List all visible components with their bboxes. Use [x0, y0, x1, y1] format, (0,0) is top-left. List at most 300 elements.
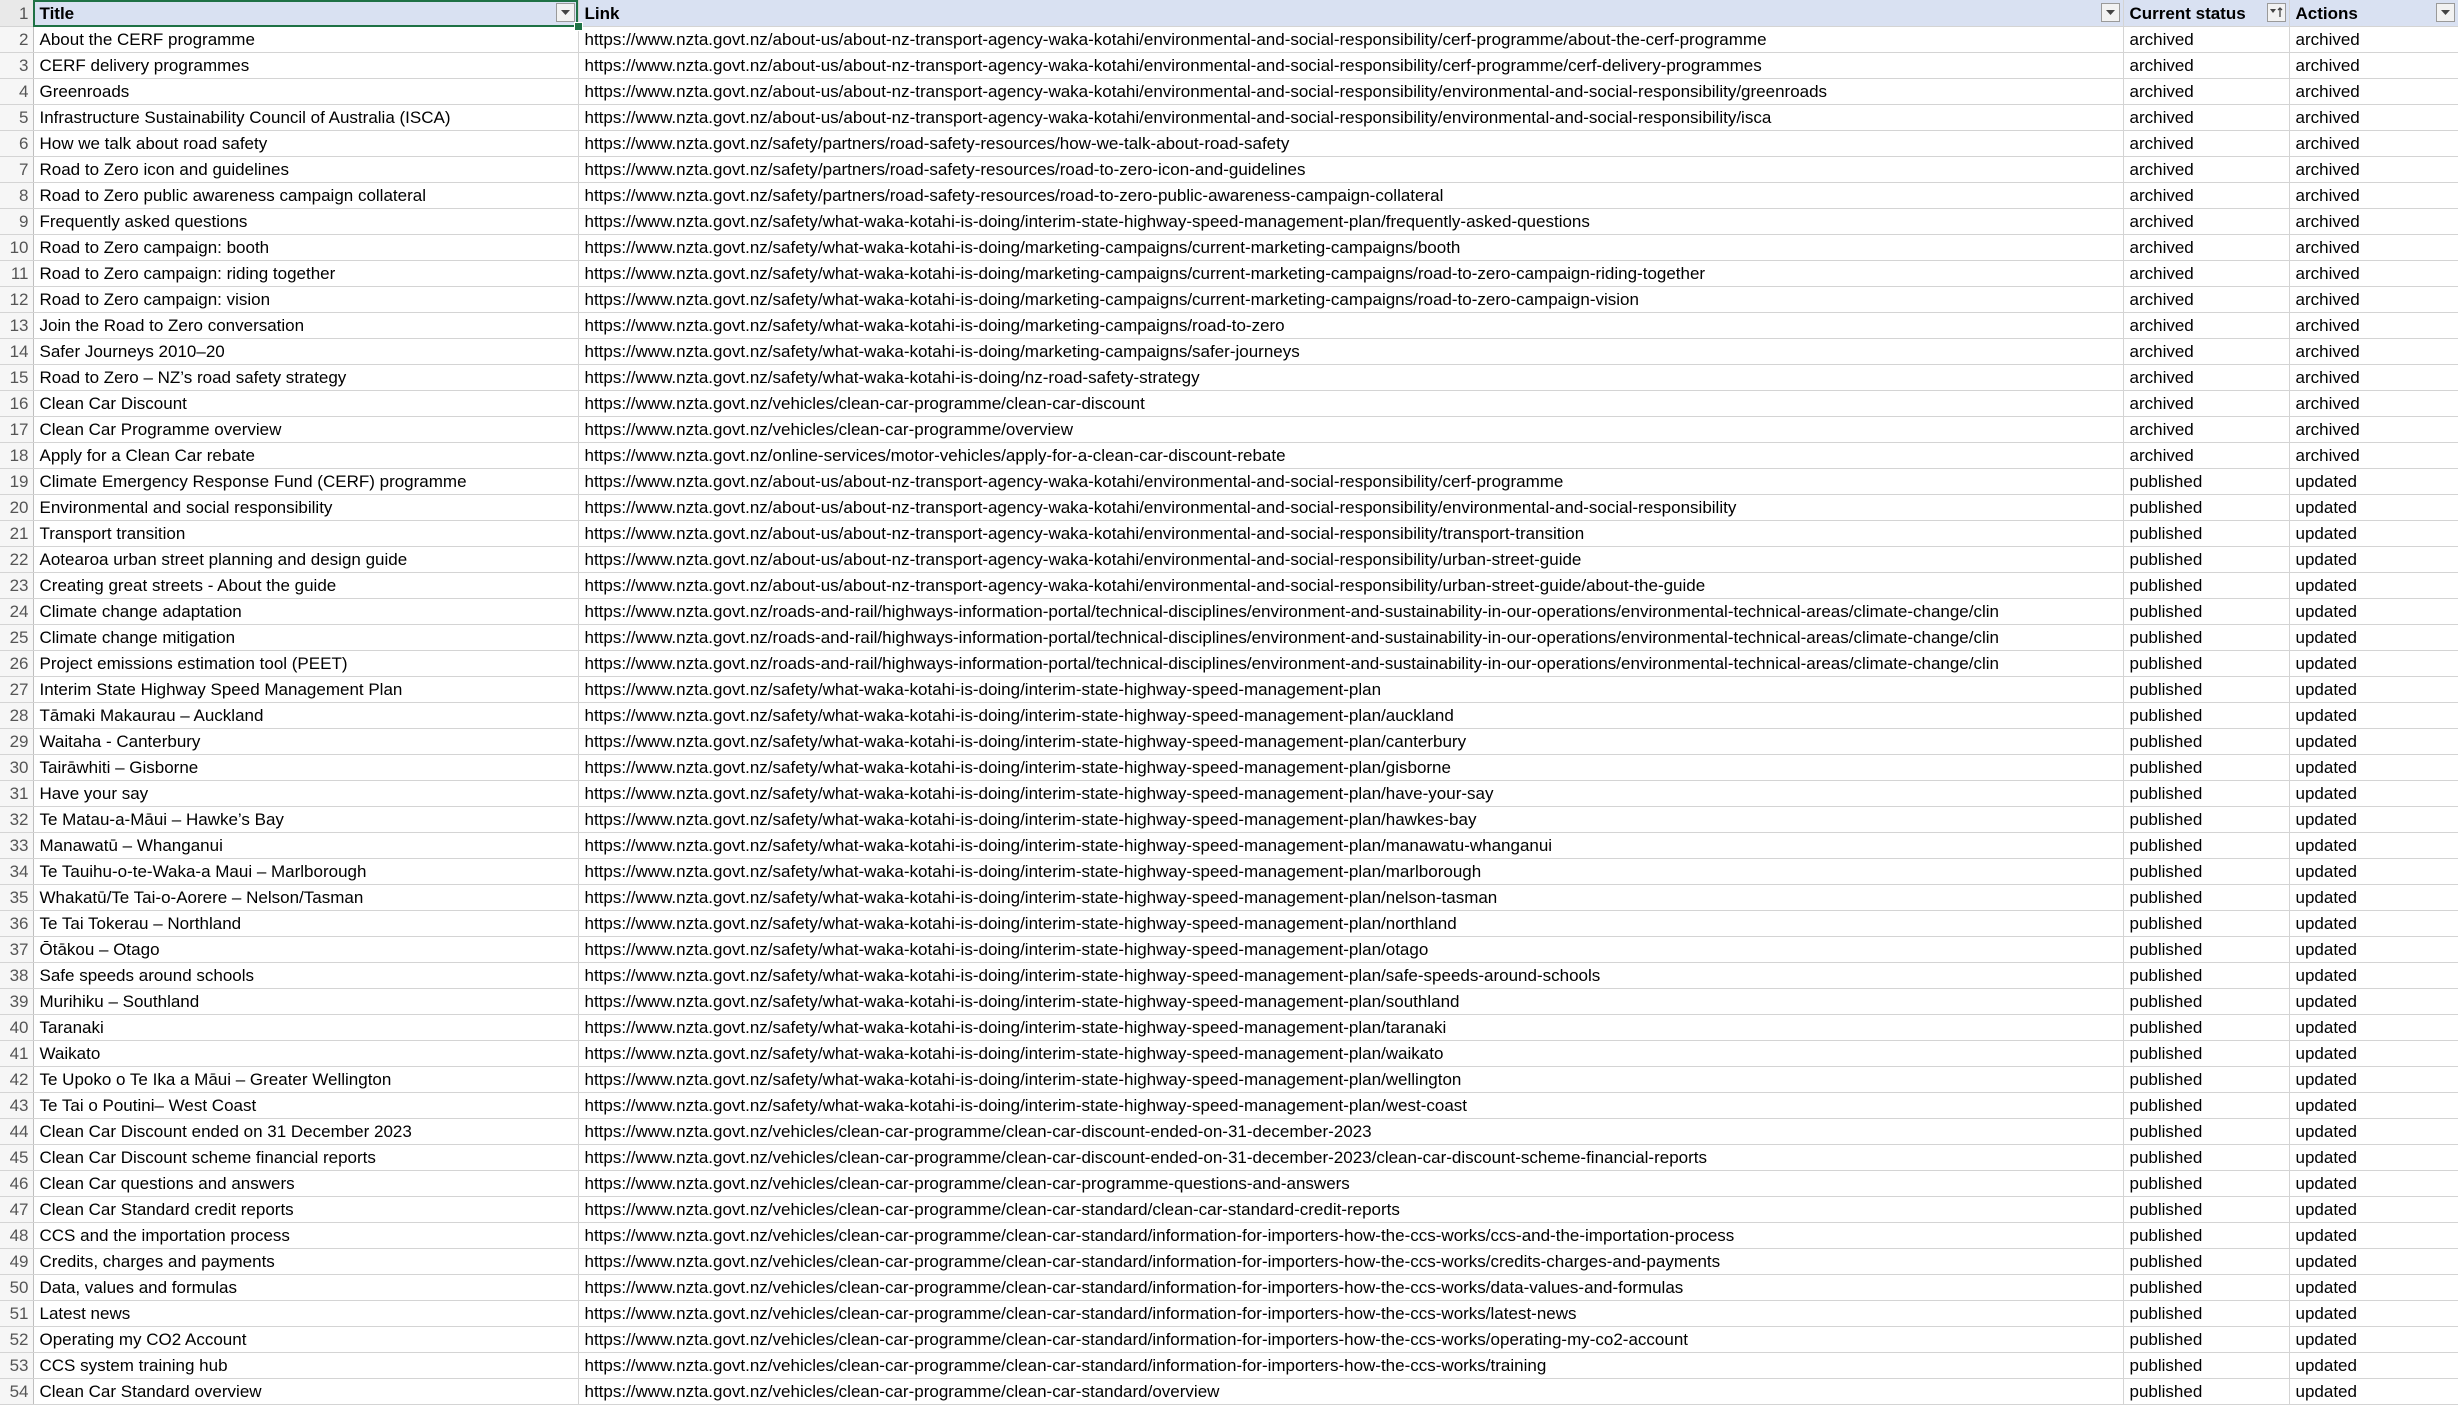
cell-status[interactable]: published — [2123, 1171, 2289, 1197]
row-number[interactable]: 45 — [0, 1145, 33, 1171]
cell-title[interactable]: Safer Journeys 2010–20 — [33, 339, 578, 365]
cell-title[interactable]: Te Tai o Poutini– West Coast — [33, 1093, 578, 1119]
row-number[interactable]: 26 — [0, 651, 33, 677]
cell-link[interactable]: https://www.nzta.govt.nz/vehicles/clean-car-programme/clean-car-programme-questions-and-answers — [578, 1171, 2123, 1197]
cell-title[interactable]: Road to Zero campaign: booth — [33, 235, 578, 261]
row-number[interactable]: 7 — [0, 157, 33, 183]
cell-link[interactable]: https://www.nzta.govt.nz/safety/what-waka-kotahi-is-doing/marketing-campaigns/current-marketing-campaigns/booth — [578, 235, 2123, 261]
table-row — [0, 1093, 2458, 1119]
cell-status[interactable]: archived — [2123, 391, 2289, 417]
cell-status[interactable]: published — [2123, 833, 2289, 859]
cell-title[interactable]: Manawatū – Whanganui — [33, 833, 578, 859]
cell-action[interactable]: updated — [2289, 521, 2458, 547]
cell-title[interactable]: Safe speeds around schools — [33, 963, 578, 989]
cell-action[interactable]: updated — [2289, 911, 2458, 937]
cell-status[interactable]: published — [2123, 1119, 2289, 1145]
cell-title[interactable]: CCS system training hub — [33, 1353, 578, 1379]
cell-link[interactable]: https://www.nzta.govt.nz/safety/what-waka-kotahi-is-doing/interim-state-highway-speed-management-plan/waikato — [578, 1041, 2123, 1067]
cell-title[interactable]: Environmental and social responsibility — [33, 495, 578, 521]
cell-link[interactable]: https://www.nzta.govt.nz/roads-and-rail/highways-information-portal/technical-disciplines/environment-and-sustainability-in-our-operations/environmental-technical-areas/climate-change/clin — [578, 625, 2123, 651]
row-number[interactable]: 40 — [0, 1015, 33, 1041]
cell-status[interactable]: published — [2123, 677, 2289, 703]
cell-title[interactable]: Te Upoko o Te Ika a Māui – Greater Wellington — [33, 1067, 578, 1093]
row-number[interactable]: 19 — [0, 469, 33, 495]
row-number[interactable]: 6 — [0, 131, 33, 157]
column-header-actions[interactable] — [2289, 0, 2458, 27]
row-number[interactable]: 24 — [0, 599, 33, 625]
row-number[interactable]: 39 — [0, 989, 33, 1015]
cell-link[interactable]: https://www.nzta.govt.nz/vehicles/clean-car-programme/clean-car-standard/information-for-importers-how-the-ccs-works/ccs-and-the-importation-process — [578, 1223, 2123, 1249]
filter-dropdown-icon[interactable] — [2436, 3, 2455, 22]
row-number[interactable]: 46 — [0, 1171, 33, 1197]
cell-status[interactable]: archived — [2123, 183, 2289, 209]
cell-status[interactable]: published — [2123, 1145, 2289, 1171]
row-number[interactable]: 2 — [0, 27, 33, 53]
cell-link[interactable]: https://www.nzta.govt.nz/about-us/about-nz-transport-agency-waka-kotahi/environmental-and-social-responsibility/cerf-programme/about-the-cerf-programme — [578, 27, 2123, 53]
cell-status[interactable]: archived — [2123, 235, 2289, 261]
cell-title[interactable]: Murihiku – Southland — [33, 989, 578, 1015]
row-number[interactable]: 43 — [0, 1093, 33, 1119]
cell-action[interactable]: archived — [2289, 287, 2458, 313]
cell-link[interactable]: https://www.nzta.govt.nz/safety/what-waka-kotahi-is-doing/interim-state-highway-speed-management-plan — [578, 677, 2123, 703]
cell-title[interactable]: Clean Car Discount scheme financial reports — [33, 1145, 578, 1171]
row-number[interactable]: 31 — [0, 781, 33, 807]
table-row — [0, 105, 2458, 131]
row-number[interactable]: 34 — [0, 859, 33, 885]
cell-action[interactable]: updated — [2289, 781, 2458, 807]
cell-status[interactable]: published — [2123, 911, 2289, 937]
cell-action[interactable]: updated — [2289, 963, 2458, 989]
cell-title[interactable]: Road to Zero public awareness campaign collateral — [33, 183, 578, 209]
cell-title[interactable]: Apply for a Clean Car rebate — [33, 443, 578, 469]
cell-action[interactable]: updated — [2289, 573, 2458, 599]
cell-status[interactable]: published — [2123, 885, 2289, 911]
cell-action[interactable]: updated — [2289, 885, 2458, 911]
cell-title[interactable]: Have your say — [33, 781, 578, 807]
row-number[interactable]: 54 — [0, 1379, 33, 1405]
cell-status[interactable]: published — [2123, 1197, 2289, 1223]
table-row — [0, 521, 2458, 547]
cell-title[interactable]: How we talk about road safety — [33, 131, 578, 157]
row-number[interactable]: 18 — [0, 443, 33, 469]
cell-action[interactable]: updated — [2289, 1327, 2458, 1353]
cell-action[interactable]: updated — [2289, 1223, 2458, 1249]
cell-status[interactable]: published — [2123, 547, 2289, 573]
filter-dropdown-icon[interactable] — [2101, 3, 2120, 22]
table-row — [0, 1067, 2458, 1093]
cell-link[interactable]: https://www.nzta.govt.nz/safety/what-waka-kotahi-is-doing/interim-state-highway-speed-management-plan/nelson-tasman — [578, 885, 2123, 911]
cell-status[interactable]: archived — [2123, 105, 2289, 131]
table-row — [0, 339, 2458, 365]
cell-title[interactable]: Te Matau-a-Māui – Hawke’s Bay — [33, 807, 578, 833]
row-number[interactable]: 38 — [0, 963, 33, 989]
cell-title[interactable]: Clean Car Programme overview — [33, 417, 578, 443]
table-row — [0, 1353, 2458, 1379]
cell-link[interactable]: https://www.nzta.govt.nz/vehicles/clean-car-programme/clean-car-standard/information-for-importers-how-the-ccs-works/operating-my-co2-account — [578, 1327, 2123, 1353]
row-number[interactable]: 3 — [0, 53, 33, 79]
cell-link[interactable]: https://www.nzta.govt.nz/vehicles/clean-car-programme/clean-car-standard/information-for-importers-how-the-ccs-works/training — [578, 1353, 2123, 1379]
cell-link[interactable]: https://www.nzta.govt.nz/safety/partners/road-safety-resources/road-to-zero-icon-and-guidelines — [578, 157, 2123, 183]
cell-status[interactable]: published — [2123, 599, 2289, 625]
cell-status[interactable]: archived — [2123, 313, 2289, 339]
cell-action[interactable]: updated — [2289, 1015, 2458, 1041]
cell-link[interactable]: https://www.nzta.govt.nz/safety/what-waka-kotahi-is-doing/interim-state-highway-speed-management-plan/northland — [578, 911, 2123, 937]
row-number[interactable]: 27 — [0, 677, 33, 703]
row-number[interactable]: 15 — [0, 365, 33, 391]
cell-status[interactable]: published — [2123, 1015, 2289, 1041]
cell-action[interactable]: updated — [2289, 1249, 2458, 1275]
cell-title[interactable]: Whakatū/Te Tai-o-Aorere – Nelson/Tasman — [33, 885, 578, 911]
cell-title[interactable]: Tairāwhiti – Gisborne — [33, 755, 578, 781]
cell-link[interactable]: https://www.nzta.govt.nz/vehicles/clean-car-programme/clean-car-standard/information-for-importers-how-the-ccs-works/data-values-and-formulas — [578, 1275, 2123, 1301]
selection-fill-handle[interactable] — [574, 22, 583, 31]
cell-action[interactable]: updated — [2289, 729, 2458, 755]
cell-link[interactable]: https://www.nzta.govt.nz/safety/what-waka-kotahi-is-doing/interim-state-highway-speed-management-plan/southland — [578, 989, 2123, 1015]
cell-action[interactable]: updated — [2289, 1067, 2458, 1093]
cell-status[interactable]: published — [2123, 729, 2289, 755]
row-number[interactable]: 35 — [0, 885, 33, 911]
row-number[interactable]: 23 — [0, 573, 33, 599]
cell-status[interactable]: archived — [2123, 27, 2289, 53]
cell-title[interactable]: Clean Car Discount — [33, 391, 578, 417]
cell-action[interactable]: updated — [2289, 547, 2458, 573]
table-row — [0, 573, 2458, 599]
cell-link[interactable]: https://www.nzta.govt.nz/vehicles/clean-car-programme/clean-car-discount-ended-on-31-december-2023 — [578, 1119, 2123, 1145]
cell-title[interactable]: Te Tai Tokerau – Northland — [33, 911, 578, 937]
cell-title[interactable]: Tāmaki Makaurau – Auckland — [33, 703, 578, 729]
cell-title[interactable]: Infrastructure Sustainability Council of Australia (ISCA) — [33, 105, 578, 131]
cell-link[interactable]: https://www.nzta.govt.nz/roads-and-rail/highways-information-portal/technical-disciplines/environment-and-sustainability-in-our-operations/environmental-technical-areas/climate-change/clin — [578, 651, 2123, 677]
cell-title[interactable]: Taranaki — [33, 1015, 578, 1041]
cell-status[interactable]: published — [2123, 1379, 2289, 1405]
cell-action[interactable]: updated — [2289, 859, 2458, 885]
cell-action[interactable]: archived — [2289, 417, 2458, 443]
row-number[interactable]: 25 — [0, 625, 33, 651]
cell-link[interactable]: https://www.nzta.govt.nz/safety/what-waka-kotahi-is-doing/interim-state-highway-speed-management-plan/marlborough — [578, 859, 2123, 885]
cell-status[interactable]: archived — [2123, 443, 2289, 469]
row-number[interactable]: 47 — [0, 1197, 33, 1223]
row-number[interactable]: 52 — [0, 1327, 33, 1353]
row-number[interactable]: 16 — [0, 391, 33, 417]
cell-status[interactable]: published — [2123, 521, 2289, 547]
cell-action[interactable]: archived — [2289, 261, 2458, 287]
table-row — [0, 287, 2458, 313]
row-number[interactable]: 10 — [0, 235, 33, 261]
cell-link[interactable]: https://www.nzta.govt.nz/vehicles/clean-car-programme/clean-car-discount-ended-on-31-december-2023/clean-car-discount-scheme-financial-reports — [578, 1145, 2123, 1171]
cell-link[interactable]: https://www.nzta.govt.nz/about-us/about-nz-transport-agency-waka-kotahi/environmental-and-social-responsibility/environmental-and-social-responsibility/isca — [578, 105, 2123, 131]
cell-status[interactable]: published — [2123, 469, 2289, 495]
table-row — [0, 235, 2458, 261]
row-number[interactable]: 33 — [0, 833, 33, 859]
row-number[interactable]: 14 — [0, 339, 33, 365]
cell-status[interactable]: published — [2123, 1041, 2289, 1067]
cell-status[interactable]: published — [2123, 651, 2289, 677]
cell-status[interactable]: archived — [2123, 131, 2289, 157]
cell-link[interactable]: https://www.nzta.govt.nz/safety/partners/road-safety-resources/road-to-zero-public-awareness-campaign-collateral — [578, 183, 2123, 209]
table-row — [0, 417, 2458, 443]
cell-action[interactable]: updated — [2289, 1275, 2458, 1301]
cell-link[interactable]: https://www.nzta.govt.nz/safety/what-waka-kotahi-is-doing/marketing-campaigns/road-to-zero — [578, 313, 2123, 339]
cell-action[interactable]: updated — [2289, 807, 2458, 833]
cell-status[interactable]: published — [2123, 1223, 2289, 1249]
cell-title[interactable]: Project emissions estimation tool (PEET) — [33, 651, 578, 677]
row-number[interactable]: 11 — [0, 261, 33, 287]
cell-status[interactable]: published — [2123, 781, 2289, 807]
cell-status[interactable]: archived — [2123, 261, 2289, 287]
cell-title[interactable]: Te Tauihu-o-te-Waka-a Maui – Marlborough — [33, 859, 578, 885]
cell-link[interactable]: https://www.nzta.govt.nz/safety/what-waka-kotahi-is-doing/marketing-campaigns/current-marketing-campaigns/road-to-zero-campaign-riding-together — [578, 261, 2123, 287]
row-number[interactable]: 53 — [0, 1353, 33, 1379]
row-number[interactable]: 51 — [0, 1301, 33, 1327]
cell-action[interactable]: updated — [2289, 833, 2458, 859]
cell-link[interactable]: https://www.nzta.govt.nz/vehicles/clean-car-programme/clean-car-discount — [578, 391, 2123, 417]
cell-status[interactable]: published — [2123, 963, 2289, 989]
row-number[interactable]: 44 — [0, 1119, 33, 1145]
cell-action[interactable]: updated — [2289, 1093, 2458, 1119]
cell-status[interactable]: published — [2123, 1249, 2289, 1275]
cell-action[interactable]: archived — [2289, 53, 2458, 79]
row-number[interactable]: 50 — [0, 1275, 33, 1301]
cell-title[interactable]: Climate Emergency Response Fund (CERF) programme — [33, 469, 578, 495]
cell-title[interactable]: Latest news — [33, 1301, 578, 1327]
cell-link[interactable]: https://www.nzta.govt.nz/safety/what-waka-kotahi-is-doing/interim-state-highway-speed-management-plan/west-coast — [578, 1093, 2123, 1119]
cell-title[interactable]: Transport transition — [33, 521, 578, 547]
cell-link[interactable]: https://www.nzta.govt.nz/about-us/about-nz-transport-agency-waka-kotahi/environmental-and-social-responsibility/urban-street-guide/about-the-guide — [578, 573, 2123, 599]
cell-action[interactable]: updated — [2289, 1119, 2458, 1145]
table-row — [0, 469, 2458, 495]
table-row — [0, 1145, 2458, 1171]
table-row — [0, 651, 2458, 677]
row-number[interactable]: 32 — [0, 807, 33, 833]
table-row — [0, 937, 2458, 963]
cell-action[interactable]: archived — [2289, 313, 2458, 339]
column-header-link[interactable] — [578, 0, 2123, 27]
cell-status[interactable]: published — [2123, 495, 2289, 521]
cell-action[interactable]: updated — [2289, 599, 2458, 625]
cell-title[interactable]: Greenroads — [33, 79, 578, 105]
row-number[interactable]: 41 — [0, 1041, 33, 1067]
cell-action[interactable]: archived — [2289, 339, 2458, 365]
cell-title[interactable]: Climate change adaptation — [33, 599, 578, 625]
cell-link[interactable]: https://www.nzta.govt.nz/safety/what-waka-kotahi-is-doing/interim-state-highway-speed-management-plan/wellington — [578, 1067, 2123, 1093]
cell-link[interactable]: https://www.nzta.govt.nz/safety/what-waka-kotahi-is-doing/interim-state-highway-speed-management-plan/gisborne — [578, 755, 2123, 781]
row-number[interactable]: 29 — [0, 729, 33, 755]
cell-link[interactable]: https://www.nzta.govt.nz/safety/partners/road-safety-resources/how-we-talk-about-road-safety — [578, 131, 2123, 157]
cell-link[interactable]: https://www.nzta.govt.nz/safety/what-waka-kotahi-is-doing/interim-state-highway-speed-management-plan/manawatu-whanganui — [578, 833, 2123, 859]
cell-title[interactable]: Clean Car Standard overview — [33, 1379, 578, 1405]
cell-link[interactable]: https://www.nzta.govt.nz/safety/what-waka-kotahi-is-doing/interim-state-highway-speed-management-plan/safe-speeds-around-schools — [578, 963, 2123, 989]
cell-action[interactable]: updated — [2289, 937, 2458, 963]
cell-status[interactable]: published — [2123, 937, 2289, 963]
filter-dropdown-icon[interactable] — [556, 3, 575, 22]
cell-status[interactable]: published — [2123, 1093, 2289, 1119]
cell-title[interactable]: Climate change mitigation — [33, 625, 578, 651]
cell-status[interactable]: archived — [2123, 53, 2289, 79]
cell-action[interactable]: updated — [2289, 989, 2458, 1015]
cell-title[interactable]: Credits, charges and payments — [33, 1249, 578, 1275]
row-number[interactable]: 22 — [0, 547, 33, 573]
cell-link[interactable]: https://www.nzta.govt.nz/about-us/about-nz-transport-agency-waka-kotahi/environmental-and-social-responsibility/transport-transition — [578, 521, 2123, 547]
cell-title[interactable]: Road to Zero campaign: riding together — [33, 261, 578, 287]
cell-action[interactable]: archived — [2289, 183, 2458, 209]
cell-link[interactable]: https://www.nzta.govt.nz/about-us/about-nz-transport-agency-waka-kotahi/environmental-and-social-responsibility/urban-street-guide — [578, 547, 2123, 573]
row-number[interactable]: 13 — [0, 313, 33, 339]
cell-action[interactable]: updated — [2289, 755, 2458, 781]
cell-status[interactable]: published — [2123, 1067, 2289, 1093]
cell-status[interactable]: published — [2123, 807, 2289, 833]
cell-link[interactable]: https://www.nzta.govt.nz/vehicles/clean-car-programme/clean-car-standard/information-for-importers-how-the-ccs-works/latest-news — [578, 1301, 2123, 1327]
cell-action[interactable]: updated — [2289, 1301, 2458, 1327]
row-number[interactable]: 1 — [0, 0, 33, 27]
cell-action[interactable]: archived — [2289, 235, 2458, 261]
cell-link[interactable]: https://www.nzta.govt.nz/roads-and-rail/highways-information-portal/technical-disciplines/environment-and-sustainability-in-our-operations/environmental-technical-areas/climate-change/clin — [578, 599, 2123, 625]
cell-title[interactable]: CERF delivery programmes — [33, 53, 578, 79]
cell-link[interactable]: https://www.nzta.govt.nz/safety/what-waka-kotahi-is-doing/interim-state-highway-speed-management-plan/auckland — [578, 703, 2123, 729]
cell-action[interactable]: updated — [2289, 703, 2458, 729]
cell-status[interactable]: published — [2123, 859, 2289, 885]
cell-title[interactable]: Clean Car Discount ended on 31 December 2023 — [33, 1119, 578, 1145]
cell-action[interactable]: updated — [2289, 1197, 2458, 1223]
cell-status[interactable]: published — [2123, 573, 2289, 599]
cell-title[interactable]: Clean Car questions and answers — [33, 1171, 578, 1197]
cell-link[interactable]: https://www.nzta.govt.nz/safety/what-waka-kotahi-is-doing/nz-road-safety-strategy — [578, 365, 2123, 391]
sort-ascending-filter-icon[interactable] — [2267, 3, 2286, 22]
row-number[interactable]: 28 — [0, 703, 33, 729]
cell-title[interactable]: About the CERF programme — [33, 27, 578, 53]
cell-title[interactable]: Clean Car Standard credit reports — [33, 1197, 578, 1223]
cell-link[interactable]: https://www.nzta.govt.nz/online-services/motor-vehicles/apply-for-a-clean-car-discount-rebate — [578, 443, 2123, 469]
row-number[interactable]: 30 — [0, 755, 33, 781]
table-row — [0, 703, 2458, 729]
cell-link[interactable]: https://www.nzta.govt.nz/safety/what-waka-kotahi-is-doing/interim-state-highway-speed-management-plan/taranaki — [578, 1015, 2123, 1041]
cell-title[interactable]: CCS and the importation process — [33, 1223, 578, 1249]
cell-action[interactable]: archived — [2289, 131, 2458, 157]
cell-title[interactable]: Operating my CO2 Account — [33, 1327, 578, 1353]
cell-status[interactable]: archived — [2123, 365, 2289, 391]
cell-status[interactable]: published — [2123, 625, 2289, 651]
cell-status[interactable]: published — [2123, 1353, 2289, 1379]
table-row — [0, 833, 2458, 859]
cell-status[interactable]: archived — [2123, 157, 2289, 183]
cell-status[interactable]: published — [2123, 755, 2289, 781]
cell-link[interactable]: https://www.nzta.govt.nz/about-us/about-nz-transport-agency-waka-kotahi/environmental-and-social-responsibility/environmental-and-social-responsibility/greenroads — [578, 79, 2123, 105]
cell-link[interactable]: https://www.nzta.govt.nz/vehicles/clean-car-programme/clean-car-standard/information-for-importers-how-the-ccs-works/credits-charges-and-payments — [578, 1249, 2123, 1275]
cell-action[interactable]: archived — [2289, 209, 2458, 235]
row-number[interactable]: 5 — [0, 105, 33, 131]
cell-title[interactable]: Interim State Highway Speed Management Plan — [33, 677, 578, 703]
cell-status[interactable]: published — [2123, 989, 2289, 1015]
cell-link[interactable]: https://www.nzta.govt.nz/about-us/about-nz-transport-agency-waka-kotahi/environmental-and-social-responsibility/cerf-programme — [578, 469, 2123, 495]
cell-status[interactable]: published — [2123, 1301, 2289, 1327]
cell-status[interactable]: archived — [2123, 339, 2289, 365]
cell-action[interactable]: updated — [2289, 651, 2458, 677]
cell-action[interactable]: updated — [2289, 495, 2458, 521]
cell-link[interactable]: https://www.nzta.govt.nz/safety/what-waka-kotahi-is-doing/interim-state-highway-speed-management-plan/otago — [578, 937, 2123, 963]
cell-link[interactable]: https://www.nzta.govt.nz/vehicles/clean-car-programme/overview — [578, 417, 2123, 443]
cell-action[interactable]: updated — [2289, 1379, 2458, 1405]
row-number[interactable]: 42 — [0, 1067, 33, 1093]
table-row — [0, 625, 2458, 651]
cell-link[interactable]: https://www.nzta.govt.nz/safety/what-waka-kotahi-is-doing/interim-state-highway-speed-management-plan/hawkes-bay — [578, 807, 2123, 833]
cell-action[interactable]: archived — [2289, 365, 2458, 391]
cell-title[interactable]: Road to Zero icon and guidelines — [33, 157, 578, 183]
cell-action[interactable]: archived — [2289, 27, 2458, 53]
cell-action[interactable]: archived — [2289, 443, 2458, 469]
cell-link[interactable]: https://www.nzta.govt.nz/about-us/about-nz-transport-agency-waka-kotahi/environmental-and-social-responsibility/cerf-programme/cerf-delivery-programmes — [578, 53, 2123, 79]
cell-action[interactable]: archived — [2289, 391, 2458, 417]
cell-link[interactable]: https://www.nzta.govt.nz/vehicles/clean-car-programme/clean-car-standard/clean-car-standard-credit-reports — [578, 1197, 2123, 1223]
cell-link[interactable]: https://www.nzta.govt.nz/safety/what-waka-kotahi-is-doing/interim-state-highway-speed-management-plan/frequently-asked-questions — [578, 209, 2123, 235]
row-number[interactable]: 8 — [0, 183, 33, 209]
table-row — [0, 1249, 2458, 1275]
cell-action[interactable]: updated — [2289, 1353, 2458, 1379]
cell-title[interactable]: Creating great streets - About the guide — [33, 573, 578, 599]
cell-action[interactable]: updated — [2289, 677, 2458, 703]
cell-link[interactable]: https://www.nzta.govt.nz/safety/what-waka-kotahi-is-doing/interim-state-highway-speed-management-plan/canterbury — [578, 729, 2123, 755]
row-number[interactable]: 37 — [0, 937, 33, 963]
cell-link[interactable]: https://www.nzta.govt.nz/safety/what-waka-kotahi-is-doing/marketing-campaigns/safer-journeys — [578, 339, 2123, 365]
cell-link[interactable]: https://www.nzta.govt.nz/safety/what-waka-kotahi-is-doing/marketing-campaigns/current-marketing-campaigns/road-to-zero-campaign-vision — [578, 287, 2123, 313]
cell-title[interactable]: Frequently asked questions — [33, 209, 578, 235]
table-row — [0, 495, 2458, 521]
row-number[interactable]: 17 — [0, 417, 33, 443]
column-header-label: Actions — [2295, 3, 2358, 23]
cell-status[interactable]: published — [2123, 1275, 2289, 1301]
cell-link[interactable]: https://www.nzta.govt.nz/vehicles/clean-car-programme/clean-car-standard/overview — [578, 1379, 2123, 1405]
row-number[interactable]: 4 — [0, 79, 33, 105]
table-row — [0, 131, 2458, 157]
cell-status[interactable]: archived — [2123, 417, 2289, 443]
cell-action[interactable]: updated — [2289, 1145, 2458, 1171]
cell-action[interactable]: updated — [2289, 625, 2458, 651]
row-number[interactable]: 9 — [0, 209, 33, 235]
cell-status[interactable]: archived — [2123, 209, 2289, 235]
table-row — [0, 885, 2458, 911]
cell-action[interactable]: archived — [2289, 79, 2458, 105]
cell-action[interactable]: updated — [2289, 1171, 2458, 1197]
cell-title[interactable]: Aotearoa urban street planning and design guide — [33, 547, 578, 573]
row-number[interactable]: 48 — [0, 1223, 33, 1249]
cell-title[interactable]: Road to Zero campaign: vision — [33, 287, 578, 313]
table-row — [0, 859, 2458, 885]
table-row — [0, 443, 2458, 469]
cell-link[interactable]: https://www.nzta.govt.nz/safety/what-waka-kotahi-is-doing/interim-state-highway-speed-management-plan/have-your-say — [578, 781, 2123, 807]
cell-status[interactable]: published — [2123, 1327, 2289, 1353]
cell-action[interactable]: updated — [2289, 469, 2458, 495]
cell-title[interactable]: Waitaha - Canterbury — [33, 729, 578, 755]
row-number[interactable]: 49 — [0, 1249, 33, 1275]
row-number[interactable]: 36 — [0, 911, 33, 937]
cell-link[interactable]: https://www.nzta.govt.nz/about-us/about-nz-transport-agency-waka-kotahi/environmental-and-social-responsibility/environmental-and-social-responsibility — [578, 495, 2123, 521]
cell-title[interactable]: Ōtākou – Otago — [33, 937, 578, 963]
row-number[interactable]: 21 — [0, 521, 33, 547]
cell-action[interactable]: updated — [2289, 1041, 2458, 1067]
row-number[interactable]: 12 — [0, 287, 33, 313]
cell-status[interactable]: archived — [2123, 79, 2289, 105]
cell-title[interactable]: Road to Zero – NZ’s road safety strategy — [33, 365, 578, 391]
cell-status[interactable]: archived — [2123, 287, 2289, 313]
cell-status[interactable]: published — [2123, 703, 2289, 729]
cell-action[interactable]: archived — [2289, 105, 2458, 131]
cell-title[interactable]: Waikato — [33, 1041, 578, 1067]
row-number[interactable]: 20 — [0, 495, 33, 521]
column-header-title[interactable] — [33, 0, 578, 27]
cell-title[interactable]: Data, values and formulas — [33, 1275, 578, 1301]
cell-title[interactable]: Join the Road to Zero conversation — [33, 313, 578, 339]
table-row — [0, 599, 2458, 625]
cell-action[interactable]: archived — [2289, 157, 2458, 183]
column-header-status[interactable] — [2123, 0, 2289, 27]
